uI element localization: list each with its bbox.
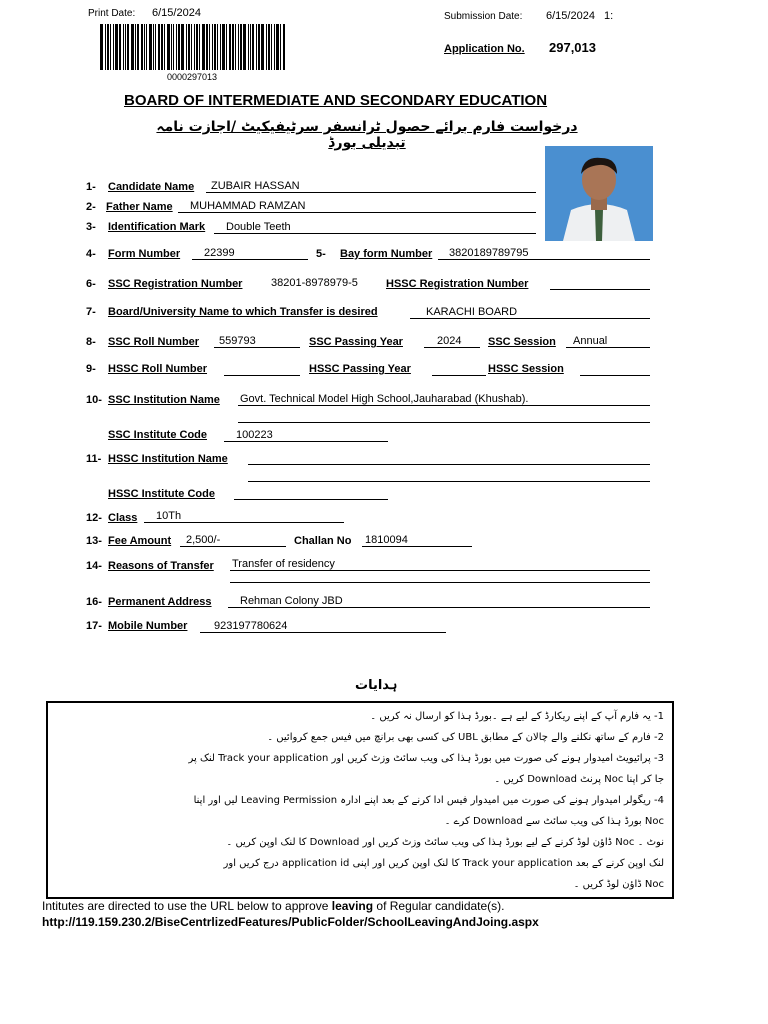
barcode-bar	[238, 24, 239, 70]
field-number: 14-	[86, 560, 102, 572]
barcode-bar	[107, 24, 109, 70]
instruction-line: 4- ریگولر امیدوار ہونے کی صورت میں امیدوار فیس ادا کرنے کے بعد اپنے ادارہ Leaving Permission لیں اور اپنا	[193, 795, 664, 806]
footer-url[interactable]: http://119.159.230.2/BiseCentrlizedFeatures/PublicFolder/SchoolLeavingAndJoing.aspx	[42, 915, 539, 929]
submission-date-label: Submission Date:	[444, 11, 523, 22]
ssc-registration-value: 38201-8978979-5	[271, 277, 358, 289]
hssc-registration-label: HSSC Registration Number	[386, 278, 529, 290]
application-no-label: Application No.	[444, 43, 525, 55]
barcode-bar	[110, 24, 111, 70]
instruction-line: Noc بورڈ ہذا کی ویب سائٹ سے Download کرے ۔	[444, 816, 664, 827]
barcode-bar	[222, 24, 225, 70]
class-value: 10Th	[156, 510, 182, 522]
barcode-bar	[217, 24, 218, 70]
instruction-line: Noc ڈاؤن لوڈ کریں ۔	[573, 879, 664, 890]
barcode-bar	[125, 24, 126, 70]
ssc-session-label: SSC Session	[488, 336, 556, 348]
ssc-institution-value: Govt. Technical Model High School,Jauharabad (Khushab).	[240, 393, 529, 405]
board-transfer-value: KARACHI BOARD	[426, 306, 518, 318]
ssc-session-value: Annual	[573, 335, 608, 347]
bay-form-value: 3820189789795	[449, 247, 529, 259]
form-number-value: 22399	[204, 247, 235, 259]
reasons-of-transfer-label: Reasons of Transfer	[108, 560, 214, 572]
barcode-bar	[226, 24, 227, 70]
hssc-institution-label: HSSC Institution Name	[108, 453, 228, 465]
barcode-bar	[141, 24, 143, 70]
field-number: 3-	[86, 221, 96, 233]
barcode-bar	[115, 24, 118, 70]
ssc-passing-year-label: SSC Passing Year	[309, 336, 403, 348]
barcode-bar	[146, 24, 147, 70]
ssc-institute-code-value: 100223	[236, 429, 273, 441]
submission-date: 6/15/2024	[546, 10, 595, 22]
hssc-session-label: HSSC Session	[488, 363, 564, 375]
barcode-bar	[181, 24, 184, 70]
permanent-address-label: Permanent Address	[108, 596, 212, 608]
barcode-bar	[240, 24, 242, 70]
instruction-line: لنک اوپن کرنے کے بعد Track your application کا لنک اوپن کریں اور اپنی application id درج کریں اور	[223, 858, 664, 869]
barcode-bar	[188, 24, 190, 70]
barcode-bar	[214, 24, 216, 70]
barcode-bar	[137, 24, 139, 70]
barcode-bar	[206, 24, 208, 70]
reasons-of-transfer-value: Transfer of residency	[232, 558, 335, 570]
barcode-bar	[167, 24, 170, 70]
barcode-bar	[113, 24, 114, 70]
fee-amount-value: 2,500/-	[186, 534, 221, 546]
class-label: Class	[108, 512, 138, 524]
barcode-bar	[119, 24, 121, 70]
print-date-label: Print Date:	[88, 8, 136, 19]
barcode-bar	[250, 24, 251, 70]
field-number: 1-	[86, 181, 96, 193]
barcode-bar	[135, 24, 136, 70]
board-title: BOARD OF INTERMEDIATE AND SECONDARY EDUCATION	[124, 92, 548, 109]
barcode-bar	[256, 24, 257, 70]
barcode-bar	[196, 24, 198, 70]
barcode-bar	[261, 24, 264, 70]
instructions-box	[46, 701, 674, 899]
footer-note-post: of Regular candidate(s).	[373, 899, 505, 913]
footer-note-bold: leaving	[331, 899, 374, 913]
urdu-title: درخواست فارم برائے حصول ٹرانسفر سرٹیفیکیٹ /اجازت نامہ تبدیلی بورڈ	[156, 119, 578, 151]
barcode-bar	[274, 24, 275, 70]
barcode-bar	[232, 24, 234, 70]
field-number: 6-	[86, 278, 96, 290]
application-no: 297,013	[549, 40, 596, 55]
permanent-address-value: Rehman Colony JBD	[240, 595, 343, 607]
challan-no-label: Challan No	[294, 535, 352, 547]
challan-no-value: 1810094	[365, 534, 408, 546]
barcode-bar	[209, 24, 210, 70]
barcode-bar	[280, 24, 281, 70]
instruction-line: نوٹ ۔ Noc ڈاؤن لوڈ کرنے کے لیے بورڈ ہذا کی ویب سائٹ وزٹ کریں اور Download کا لنک اوپن کریں ۔	[226, 837, 664, 848]
instruction-line: 3- پرائیویٹ امیدوار ہونے کی صورت میں بورڈ ہذا کی ویب سائٹ وزٹ کریں اور Track your application لنک پر	[188, 753, 664, 764]
instructions-heading: ہدایات	[355, 678, 398, 693]
barcode-bar	[173, 24, 174, 70]
barcode-bar	[176, 24, 177, 70]
identification-mark-value: Double Teeth	[226, 221, 291, 233]
barcode-bar	[191, 24, 192, 70]
board-transfer-label: Board/University Name to which Transfer is desired	[108, 306, 378, 318]
instruction-line: 1- یہ فارم آپ کے اپنے ریکارڈ کے لیے ہے ۔بورڈ ہذا کو ارسال نہ کریں ۔	[370, 711, 664, 722]
barcode-bar	[155, 24, 156, 70]
form-number-label: Form Number	[108, 248, 181, 260]
field-number: 2-	[86, 201, 96, 213]
field-number: 11-	[86, 453, 102, 465]
candidate-photo	[545, 146, 653, 241]
barcode-bar	[131, 24, 134, 70]
barcode-number: 0000297013	[167, 72, 218, 82]
field-number: 13-	[86, 535, 102, 547]
barcode-bar	[105, 24, 106, 70]
barcode-bar	[235, 24, 236, 70]
print-date: 6/15/2024	[152, 7, 201, 19]
barcode-bar	[144, 24, 145, 70]
barcode-bar	[178, 24, 180, 70]
field-number: 8-	[86, 336, 96, 348]
barcode-bar	[248, 24, 249, 70]
barcode-bar	[194, 24, 195, 70]
barcode-bar	[271, 24, 272, 70]
barcode-bar	[127, 24, 129, 70]
barcode-bar	[243, 24, 246, 70]
ssc-roll-label: SSC Roll Number	[108, 336, 200, 348]
barcode-bar	[220, 24, 221, 70]
barcode-bar	[283, 24, 285, 70]
barcode-bar	[158, 24, 160, 70]
father-name-label: Father Name	[106, 201, 173, 213]
barcode-bar	[123, 24, 124, 70]
field-number: 10-	[86, 394, 102, 406]
submission-time: 1:	[604, 10, 614, 22]
barcode-bar	[199, 24, 200, 70]
barcode-bar	[153, 24, 154, 70]
instruction-line: 2- فارم کے ساتھ نکلنے والے چالان کے مطابق UBL کی کسی بھی برانچ میں فیس جمع کروائیں ۔	[267, 732, 664, 743]
ssc-institution-label: SSC Institution Name	[108, 394, 220, 406]
barcode-bar	[229, 24, 231, 70]
barcode-bar	[202, 24, 205, 70]
field-number: 12-	[86, 512, 102, 524]
footer-note	[42, 899, 505, 913]
identification-mark-label: Identification Mark	[108, 221, 206, 233]
barcode-bar	[266, 24, 267, 70]
field-number: 7-	[86, 306, 96, 318]
barcode	[100, 24, 286, 70]
field-number: 4-	[86, 248, 96, 260]
barcode-bar	[171, 24, 172, 70]
ssc-institute-code-label: SSC Institute Code	[108, 429, 208, 441]
ssc-passing-year-value: 2024	[437, 335, 462, 347]
barcode-bar	[212, 24, 213, 70]
barcode-bar	[149, 24, 152, 70]
barcode-bar	[100, 24, 103, 70]
hssc-roll-label: HSSC Roll Number	[108, 363, 208, 375]
field-number: 9-	[86, 363, 96, 375]
field-number: 5-	[316, 248, 326, 260]
candidate-name-value: ZUBAIR HASSAN	[211, 180, 300, 192]
footer-note-pre: Intitutes are directed to use the URL below to approve	[42, 899, 332, 913]
hssc-passing-year-label: HSSC Passing Year	[309, 363, 411, 375]
bay-form-label: Bay form Number	[340, 248, 433, 260]
barcode-bar	[164, 24, 165, 70]
barcode-bar	[161, 24, 163, 70]
fee-amount-label: Fee Amount	[108, 535, 172, 547]
ssc-registration-label: SSC Registration Number	[108, 278, 243, 290]
ssc-roll-value: 559793	[219, 335, 256, 347]
barcode-bar	[186, 24, 187, 70]
barcode-bar	[252, 24, 254, 70]
barcode-bar	[268, 24, 270, 70]
barcode-bar	[258, 24, 260, 70]
father-name-value: MUHAMMAD RAMZAN	[190, 200, 306, 212]
candidate-name-label: Candidate Name	[108, 181, 195, 193]
field-number: 16-	[86, 596, 102, 608]
mobile-number-value: 923197780624	[214, 620, 288, 632]
hssc-institute-code-label: HSSC Institute Code	[108, 488, 215, 500]
barcode-bar	[276, 24, 279, 70]
instruction-line: جا کر اپنا Noc پرنٹ Download کریں ۔	[494, 774, 664, 785]
mobile-number-label: Mobile Number	[108, 620, 188, 632]
field-number: 17-	[86, 620, 102, 632]
